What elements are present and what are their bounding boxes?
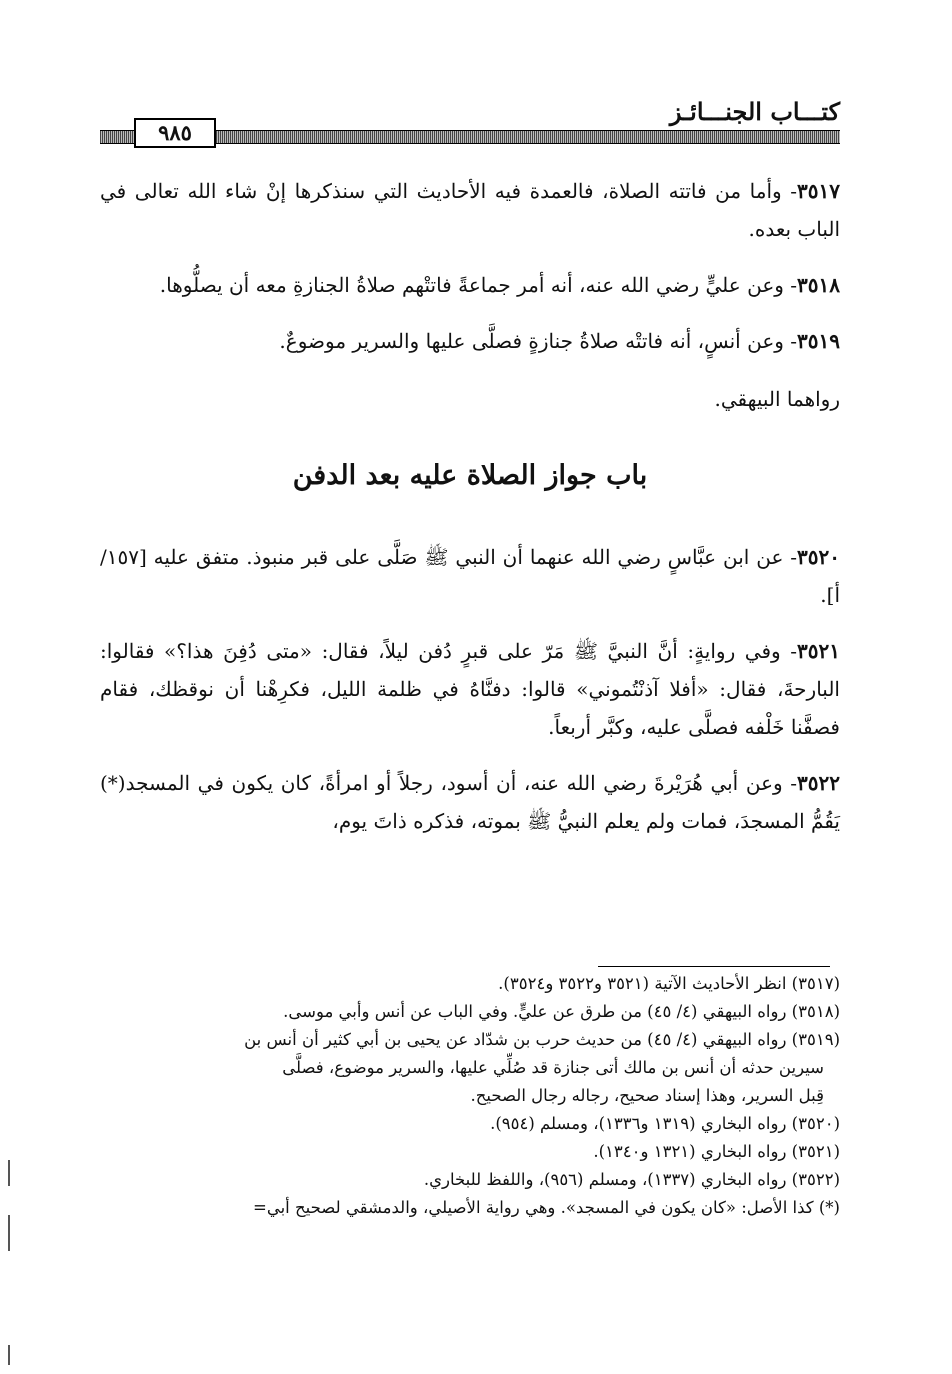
hadith-text: - وفي روايةٍ: أنَّ النبيَّ ﷺ مَرّ على قبرٍ دُفن ليلاً، فقال: «متى دُفِنَ هذا؟» فقالوا: البارحةَ، فقال: «أفلا آذنْتُموني» قالوا: دفنَّاهُ في ظلمة الليل، فكرِهْنا أن نوقظك، فقام فصفَّنا خَلْفه فصلَّى عليه، وكبَّر أربعاً. xyxy=(100,639,840,739)
footnote-divider xyxy=(598,966,830,967)
hadith-text: - وأما من فاتته الصلاة، فالعمدة فيه الأحاديث التي سنذكرها إنْ شاء الله تعالى في الباب بعده. xyxy=(100,179,840,241)
footnote-line: سيرين حدثه أن أنس بن مالك أتى جنازة قد صُلِّي عليها، والسرير موضوع، فصلَّى xyxy=(282,1058,824,1077)
section-heading: باب جواز الصلاة عليه بعد الدفن xyxy=(292,460,648,491)
footnote-line: قِبل السرير، وهذا إسناد صحيح، رجاله رجال الصحيح. xyxy=(470,1086,824,1105)
hadith-text: - وعن عليٍّ رضي الله عنه، أنه أمر جماعةً فاتتْهم صلاةُ الجنازةِ معه أن يصلُّوها. xyxy=(159,273,798,297)
source-note xyxy=(100,380,840,418)
hadith-number: ٣٥١٧ xyxy=(797,179,840,203)
footnotes xyxy=(100,970,840,1222)
running-header-title: كتـــاب الجنـــائـز xyxy=(669,97,840,126)
scan-edge-mark xyxy=(8,1215,10,1251)
hadith-text: - وعن أنسٍ، أنه فاتتْه صلاةُ جنازةٍ فصلَّى عليها والسرير موضوعٌ. xyxy=(279,329,798,353)
hadith-number: ٣٥٢٠ xyxy=(797,545,840,569)
footnote-line: (٣٥٢٢) رواه البخاري (١٣٣٧)، ومسلم (٩٥٦)، واللفظ للبخاري. xyxy=(423,1170,840,1189)
hadith-paragraph xyxy=(100,266,840,304)
footnote-line: (٣٥٢٠) رواه البخاري (١٣١٩ و١٣٣٦)، ومسلم (٩٥٤). xyxy=(490,1114,840,1133)
hadith-number: ٣٥٢١ xyxy=(797,639,840,663)
scan-edge-mark xyxy=(8,1345,10,1365)
main-text xyxy=(100,172,840,858)
hadith-paragraph xyxy=(100,322,840,360)
hadith-paragraph xyxy=(100,538,840,614)
page-number: ٩٨٥ xyxy=(134,118,216,148)
hadith-paragraph xyxy=(100,172,840,248)
hadith-text: - وعن أبي هُرَيْرةَ رضي الله عنه، أن أسود، رجلاً أو امرأةً، كان يكون في المسجد(*) يَقُمُّ المسجدَ، فمات ولم يعلم النبيُّ ﷺ بموته، فذكره ذاتَ يوم، xyxy=(100,771,840,833)
footnote-line: (٣٥٢١) رواه البخاري (١٣٢١ و١٣٤٠). xyxy=(593,1142,840,1161)
footnote-line: (٣٥١٩) رواه البيهقي (٤/ ٤٥) من حديث حرب بن شدّاد عن يحيى بن أبي كثير أن أنس بن xyxy=(244,1030,840,1049)
hadith-number: ٣٥١٩ xyxy=(797,329,840,353)
scan-edge-mark xyxy=(8,1160,10,1186)
footnote-line: (٣٥١٨) رواه البيهقي (٤/ ٤٥) من طرق عن عليٍّ. وفي الباب عن أنس وأبي موسى. xyxy=(283,1002,840,1021)
hadith-paragraph xyxy=(100,632,840,746)
source-text: رواهما البيهقي. xyxy=(714,387,840,411)
hadith-paragraph xyxy=(100,764,840,840)
footnote-line: (٣٥١٧) انظر الأحاديث الآتية (٣٥٢١ و٣٥٢٢ و٣٥٢٤). xyxy=(498,974,840,993)
hadith-number: ٣٥٢٢ xyxy=(797,771,840,795)
footnote-line: (*) كذا الأصل: «كان يكون في المسجد». وهي رواية الأصيلي، والدمشقي لصحيح أبي= xyxy=(253,1198,840,1217)
hadith-number: ٣٥١٨ xyxy=(797,273,840,297)
hadith-text: - عن ابن عبَّاسٍ رضي الله عنهما أن النبي ﷺ صَلَّى على قبر منبوذ. متفق عليه [١٥٧/أ]. xyxy=(100,545,840,607)
